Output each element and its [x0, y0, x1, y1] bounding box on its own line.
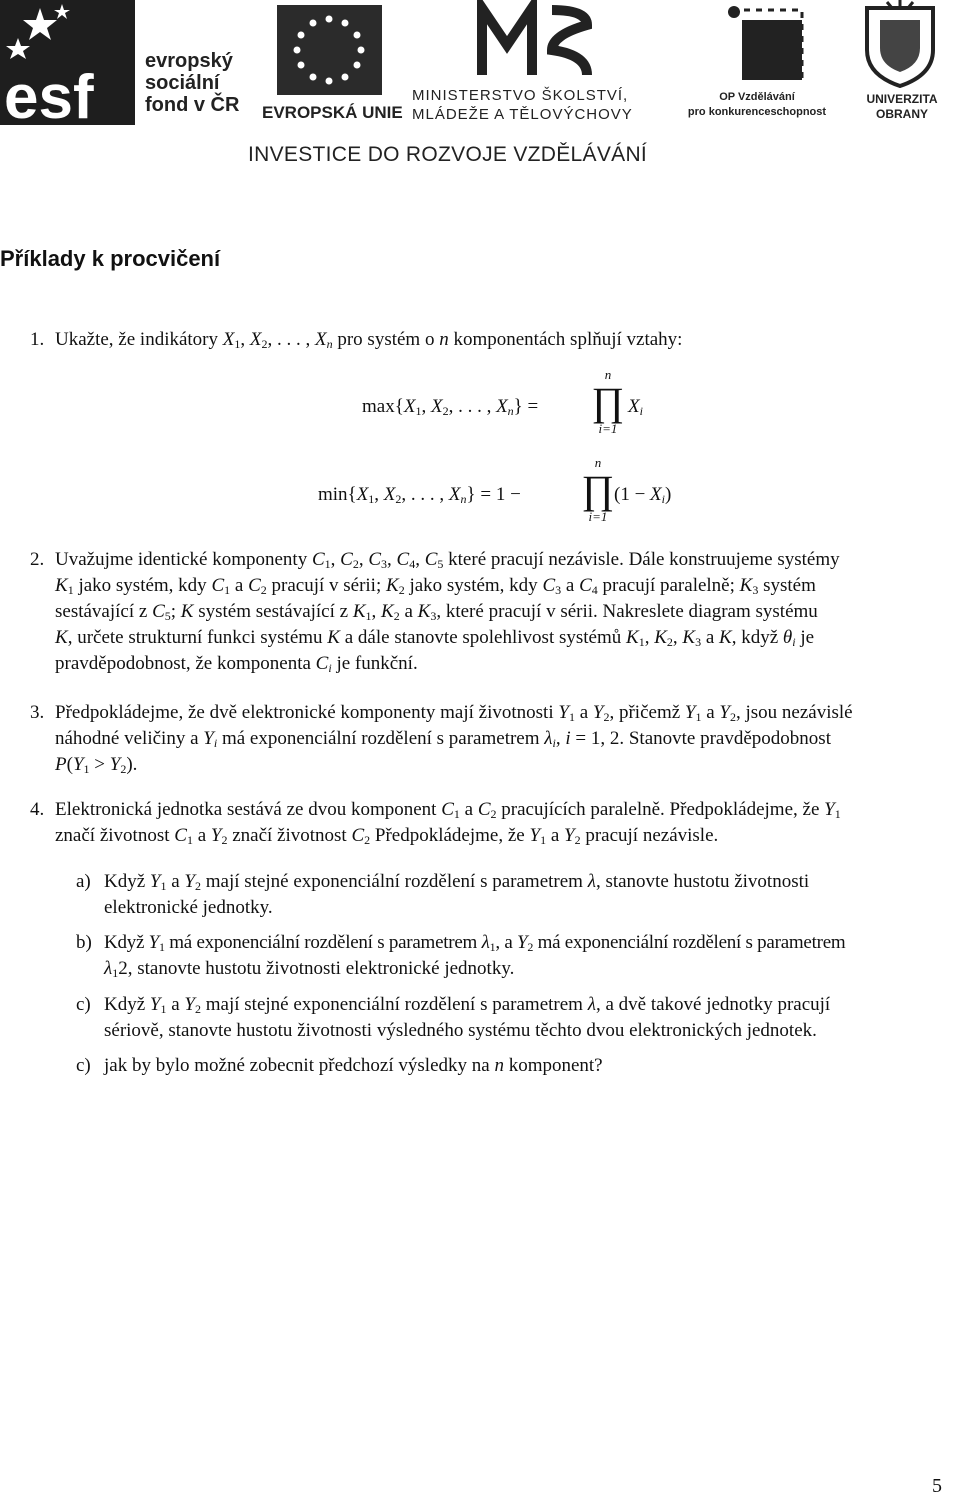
esf-text: evropský sociální fond v ČR [145, 50, 240, 116]
op-logo [672, 0, 842, 130]
subproblem-text: jak by bylo možné zobecnit předchozí výsledky na n komponent? [104, 1055, 603, 1076]
op-mark-icon [722, 0, 812, 88]
problem-number: 4. [30, 799, 45, 820]
university-logo [852, 0, 952, 130]
subproblem-text: Když $Y_1$ má exponenciální rozdělení s parametrem $\lambda_1$, a $Y_2$ má exponenciální rozdělení s parametrem $\lambda_12$, stanovte hustotu životnosti elektronické jednotky. [104, 932, 846, 980]
esf-logo [0, 0, 250, 130]
eu-stars-icon [277, 5, 382, 95]
msmt-text: MINISTERSTVO ŠKOLSTVÍ, MLÁDEŽE A TĚLOVÝCHOVY [412, 87, 633, 123]
problem-number: 3. [30, 702, 45, 723]
subproblem-label: c) [76, 1055, 91, 1076]
equation-min: $\min\{X_1$, $X_2$, . . . , $X_n\} = 1$ − [318, 484, 521, 506]
product-operator: n ∏ i=1 [591, 367, 625, 436]
equation-max: $\max\{X_1$, $X_2$, . . . , $X_n$} = [362, 396, 539, 418]
tagline: INVESTICE DO ROZVOJE VZDĚLÁVÁNÍ [248, 143, 648, 166]
subproblem-label: b) [76, 932, 92, 953]
subproblem-label: c) [76, 994, 91, 1015]
equation-max-rhs: $X_i$ [628, 396, 643, 418]
crest-icon [862, 0, 938, 88]
page-number: 5 [932, 1475, 942, 1497]
problem-text: Uvažujme identické komponenty $C_1$, $C_2$, $C_3$, $C_4$, $C_5$ které pracují nezávisle. Dále konstruujeme systémy $K_1$ jako systém, kdy $C_1$ a $C_2$ pracují v sérii; $K_2$ jako systém, kdy $C_3$ a $C_4$ pracují paralelně; $K_3$ systém sestávající z $C_5$; K systém sestávající z $K_1$, $K_2$ a $K_3$, které pracují v sérii. Nakreslete diagram systému K, určete strukturní funkci systému K a dále stanovte spolehlivost systémů $K_1$, $K_2$, $K_3$ a K, když $\theta_i$ je pravděpodobnost, že komponenta $C_i$ je funkční. [55, 549, 840, 675]
university-text: UNIVERZITA OBRANY [866, 92, 938, 121]
subproblem-text: Když $Y_1$ a $Y_2$ mají stejné exponenciální rozdělení s parametrem λ, stanovte hustotu životnosti elektronické jednotky. [104, 871, 810, 918]
header-logos [0, 0, 960, 175]
page-title: Příklady k procvičení [0, 246, 221, 271]
problem-number: 1. [30, 329, 45, 350]
esf-mark-icon [0, 0, 135, 125]
problem-text: Elektronická jednotka sestává ze dvou komponent $C_1$ a $C_2$ pracujících paralelně. Předpokládejme, že $Y_1$ značí životnost $C_1$ a $Y_2$ značí životnost $C_2$ Předpokládejme, že $Y_1$ a $Y_2$ pracují nezávisle. [55, 799, 841, 847]
svg-text:esf: esf [4, 63, 94, 125]
subproblem-label: a) [76, 871, 91, 892]
problem-text: Předpokládejme, že dvě elektronické komponenty mají životnosti $Y_1$ a $Y_2$, přičemž $Y_1$ a $Y_2$, jsou nezávislé náhodné veličiny a $Y_i$ má exponenciální rozdělení s parametrem $\lambda_i$, i = 1, 2. Stanovte pravděpodobnost $P(Y_1 > Y_2)$. [55, 702, 853, 776]
subproblem-text: Když $Y_1$ a $Y_2$ mají stejné exponenciální rozdělení s parametrem λ, a dvě takové jednotky pracují sériově, stanovte hustotu životnosti výsledného systému těchto dvou elektronických jednotek. [104, 994, 831, 1041]
msmt-logo [412, 0, 672, 130]
op-text: OP Vzdělávání pro konkurenceschopnost [687, 91, 827, 118]
product-operator: n ∏ i=1 [581, 455, 615, 524]
equation-min-rhs: $(1 - X_i)$ [614, 484, 672, 506]
problem-number: 2. [30, 549, 45, 570]
eu-label: EVROPSKÁ UNIE [262, 103, 403, 122]
problem-text: Ukažte, že indikátory $X_1$, $X_2$, . . . , $X_n$ pro systém o n komponentách splňují vztahy: [55, 329, 683, 351]
msmt-mark-icon [477, 0, 602, 80]
eu-logo [262, 5, 402, 130]
